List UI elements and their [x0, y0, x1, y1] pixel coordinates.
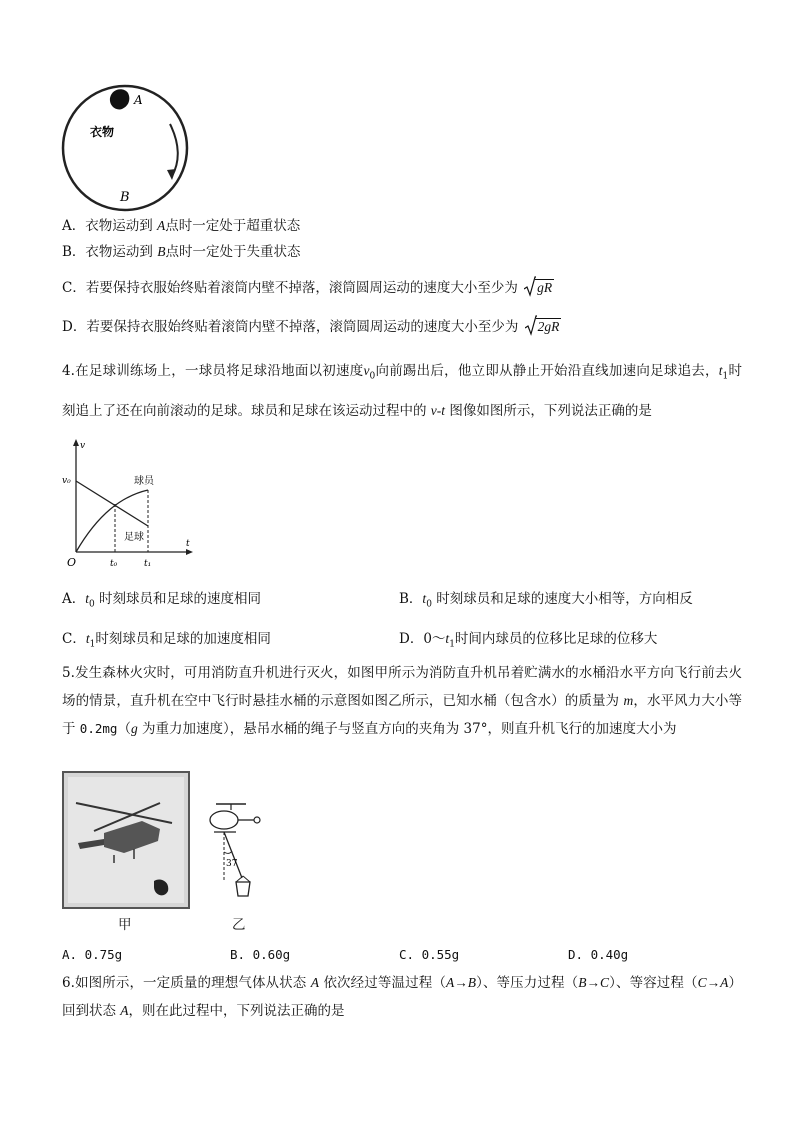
label-clothes: 衣物	[90, 125, 115, 139]
rotation-arrow-icon	[170, 124, 178, 176]
ball-line	[76, 481, 148, 526]
origin-label: O	[67, 556, 77, 569]
t1-label: t₁	[144, 559, 152, 569]
clothes-blob	[110, 89, 129, 109]
helicopter-photo-art	[64, 773, 188, 907]
q3-option-a: A．衣物运动到 A点时一定处于超重状态	[62, 218, 301, 234]
axis-t-label: t	[186, 539, 190, 549]
bucket	[236, 882, 250, 896]
player-label: 球员	[134, 476, 154, 487]
helicopter-photo	[62, 771, 190, 909]
v0-label: v₀	[62, 476, 71, 486]
q6-stem: 6.如图所示，一定质量的理想气体从状态 A 依次经过等温过程（A→B）、等压力过程（B→C）、等容过程（C→A）回到状态 A，则在此过程中，下列说法正确的是	[62, 975, 743, 1019]
q4-option-b: B．$t_0$ 时刻球员和足球的速度大小相等，方向相反	[399, 591, 693, 610]
angle-label: 37	[226, 859, 238, 869]
drum-figure	[58, 84, 198, 214]
q5-option-a: A. 0.75g	[62, 947, 123, 962]
q5-option-b: B. 0.60g	[230, 947, 291, 962]
fig-jia-label: 甲	[118, 917, 132, 933]
label-a: A	[134, 93, 143, 107]
t0-label: t₀	[110, 559, 118, 569]
q5-stem: 5.发生森林火灾时，可用消防直升机进行灭火，如图甲所示为消防直升机吊着贮满水的水桶沿水平方向飞行前去火场的情景，直升机在空中飞行时悬挂水桶的示意图如图乙所示，已知水桶（包含水）的质量为 m，水平风力大小等于 0.2mg（g 为重力加速度），悬吊水桶的绳子与竖直方向的夹角为 37°，则直升机飞行的加速度大小为	[62, 665, 742, 737]
q3-option-b: B．衣物运动到 B点时一定处于失重状态	[62, 244, 301, 260]
q5-option-c: C. 0.55g	[399, 947, 460, 962]
label-b: B	[120, 190, 130, 205]
sqrt-gr: gR	[524, 278, 554, 298]
q3-option-c: C．若要保持衣服始终贴着滚筒内壁不掉落，滚筒圆周运动的速度大小至少为 gR	[62, 278, 554, 298]
axis-v-label: v	[80, 441, 86, 451]
vt-graph	[58, 436, 198, 570]
fig-yi-label: 乙	[232, 917, 246, 933]
ball-label: 足球	[124, 532, 144, 543]
q4-stem: 4.在足球训练场上，一球员将足球沿地面以初速度$v_0$向前踢出后，他立即从静止开始沿直线加速向足球追去，$t_1$时刻追上了还在向前滚动的足球。球员和足球在该运动过程中的 v-t 图像如图所示，下列说法正确的是	[62, 363, 743, 419]
q4-option-d: D．$0\sim t_1$时间内球员的位移比足球的位移大	[399, 631, 658, 650]
q5-option-d: D. 0.40g	[568, 947, 629, 962]
q4-option-a: A．$t_0$ 时刻球员和足球的速度相同	[62, 591, 262, 610]
sqrt-2gr: 2gR	[525, 317, 562, 337]
helicopter-diagram	[200, 800, 266, 912]
q4-option-c: C．$t_1$时刻球员和足球的加速度相同	[62, 631, 271, 650]
q3-option-d: D．若要保持衣服始终贴着滚筒内壁不掉落，滚筒圆周运动的速度大小至少为 2gR	[62, 317, 561, 337]
